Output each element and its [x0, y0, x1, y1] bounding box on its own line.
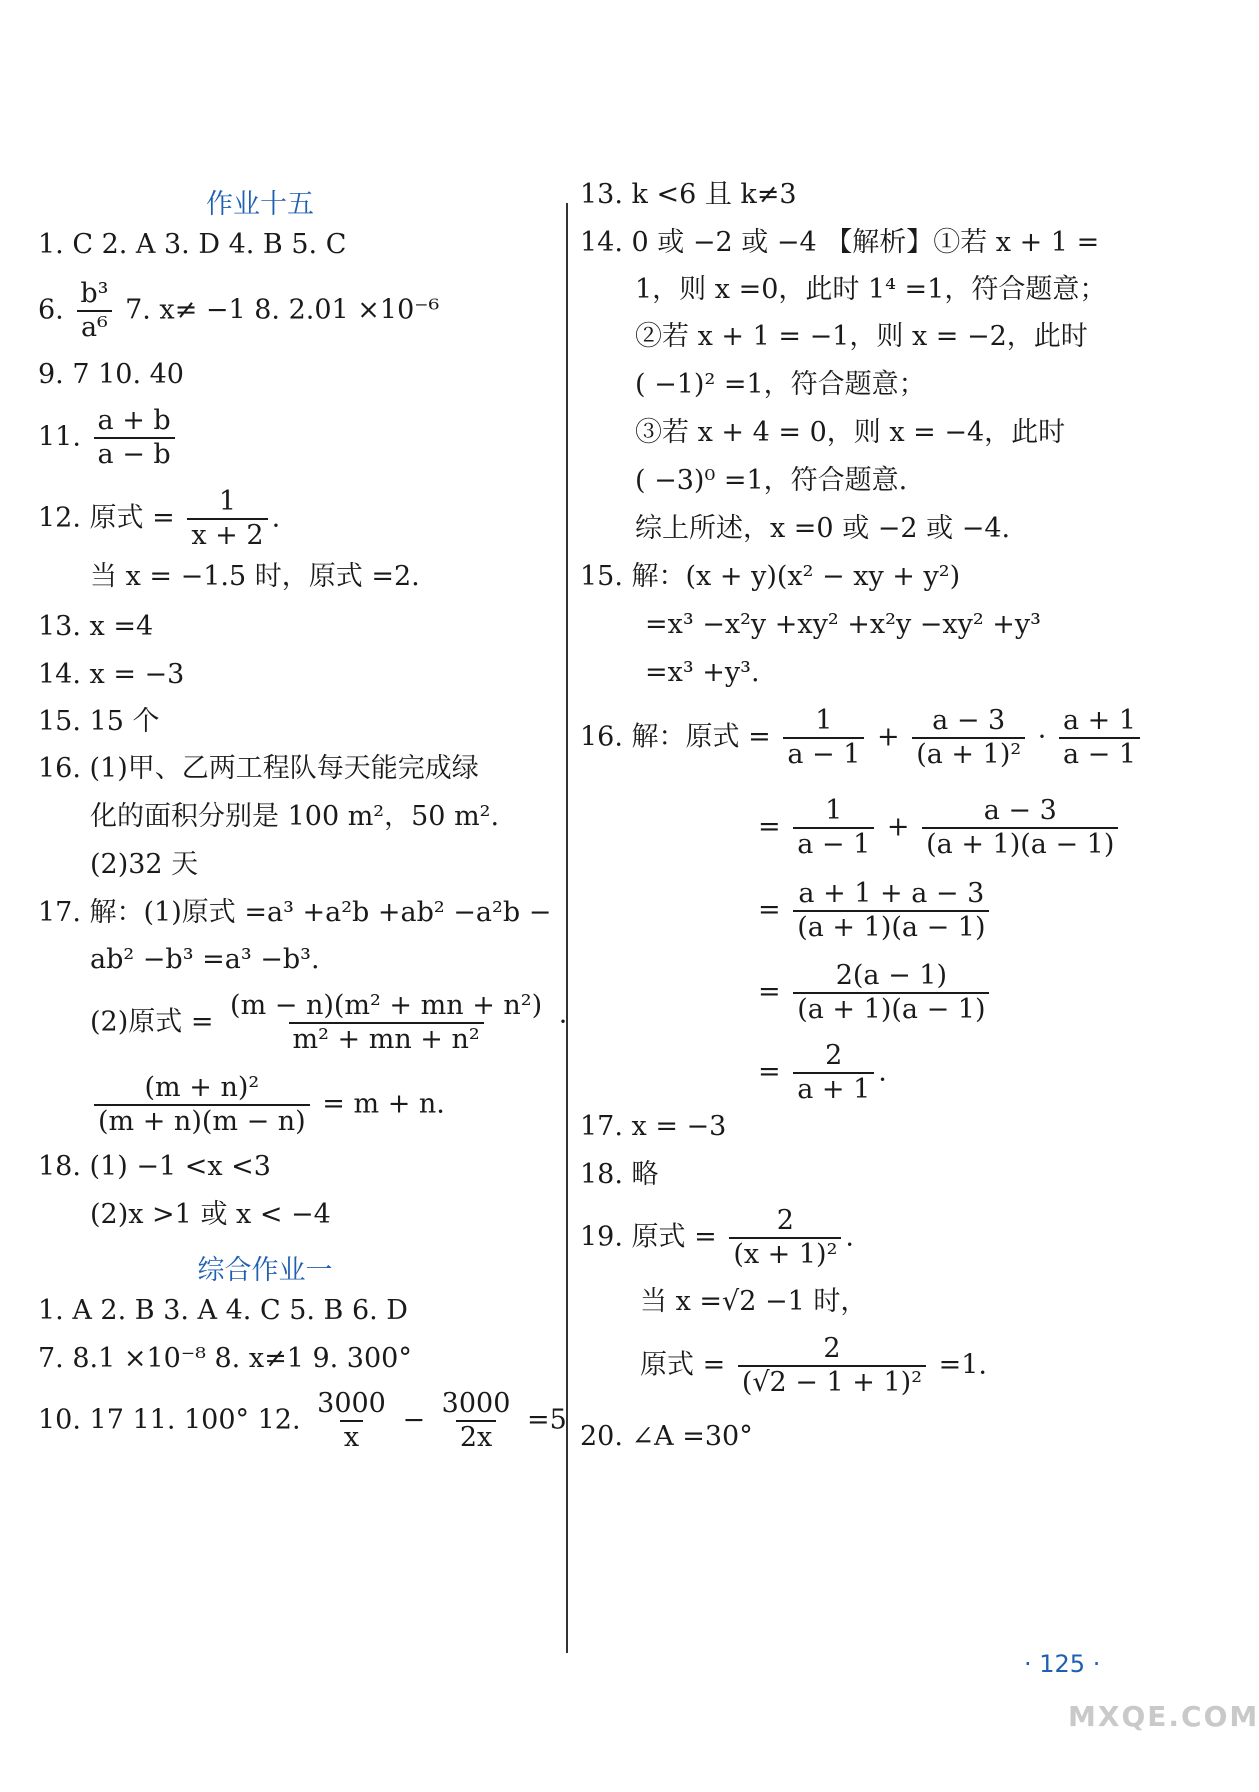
- answer-line: 19. 原式 = $\frac{2}{\text{(x + 1)²}}$ .: [580, 1205, 855, 1270]
- answer-line: 18. 略: [580, 1159, 659, 1190]
- answer-line: 当 x =√2 −1 时，: [640, 1286, 868, 1317]
- answer-line: ( −1)² =1，符合题意；: [635, 369, 926, 400]
- answer-line: 16. (1)甲、乙两工程队每天能完成绿: [38, 753, 479, 784]
- answer-line: (2)x >1 或 x < −4: [90, 1199, 331, 1230]
- answer-line: 14. x = −3: [38, 659, 185, 690]
- answer-line: (2)32 天: [90, 849, 199, 880]
- answer-line: = $\frac{2}{a + 1}$ .: [758, 1040, 887, 1105]
- answer-line: 1. C 2. A 3. D 4. B 5. C: [38, 229, 347, 260]
- answer-line: $\frac{\text{(m + n)²}}{(m + n)(m - n)}$ = m + n.: [90, 1072, 445, 1138]
- answer-line: 15. 解：(x + y)(x² − xy + y²): [580, 561, 961, 592]
- answer-line: 18. (1) −1 <x <3: [38, 1151, 271, 1182]
- fraction: $\frac{a - 3}{\text{(a + 1)²}}$: [912, 705, 1025, 771]
- answer-line: 14. 0 或 −2 或 −4 【解析】①若 x + 1 =: [580, 227, 1100, 258]
- answer-line: 10. 17 11. 100° 12. $\frac{3000}{x}$ − $\frac{3000}{2x}$ =5: [38, 1388, 567, 1453]
- fraction: $\frac{1}{a - 1}$: [783, 705, 864, 771]
- answer-line: 13. x =4: [38, 611, 154, 642]
- fraction: $\frac{2}{\text{(x + 1)²}}$: [729, 1205, 841, 1271]
- fraction: $\frac{\text{(m + n)²}}{(m + n)(m - n)}$: [94, 1072, 310, 1138]
- answer-line: 16. 解：原式 = $\frac{1}{a - 1}$ + $\frac{a - 3}{\text{(a + 1)²}}$ · $\frac{a + 1}{a - 1}$: [580, 705, 1144, 771]
- answer-line: = $\frac{a + 1 + a - 3}{(a + 1)(a - 1)}$: [758, 878, 993, 944]
- answer-line: 13. k <6 且 k≠3: [580, 179, 797, 210]
- answer-line: 17. 解：(1)原式 =a³ +a²b +ab² −a²b −: [38, 897, 552, 928]
- fraction: $\frac{1}{a - 1}$: [793, 795, 874, 861]
- answer-line: =x³ +y³.: [645, 657, 760, 688]
- fraction: $\frac{a + 1 + a - 3}{(a + 1)(a - 1)}$: [793, 878, 989, 944]
- fraction: $\frac{2}{a + 1}$: [793, 1040, 874, 1106]
- answer-line: (2)原式 = $\frac{\text{(m − n)(m² + mn + n²)}}{\text{m² + mn + n²}}$ ·: [90, 990, 568, 1055]
- answer-line: ab² −b³ =a³ −b³.: [90, 944, 320, 975]
- fraction: $\frac{2(a - 1)}{(a + 1)(a - 1)}$: [793, 960, 989, 1026]
- answer-line: ( −3)⁰ =1，符合题意.: [635, 465, 908, 496]
- answer-line: = $\frac{2(a - 1)}{(a + 1)(a - 1)}$: [758, 960, 993, 1026]
- fraction: $\frac{1}{x + 2}$: [187, 486, 267, 552]
- answer-line: ③若 x + 4 = 0，则 x = −4，此时: [635, 417, 1066, 448]
- section-heading: 综合作业一: [197, 1255, 333, 1286]
- fraction: $\frac{\text{b³}}{\text{a⁶}}$: [76, 278, 112, 344]
- answer-line: 1. A 2. B 3. A 4. C 5. B 6. D: [38, 1295, 408, 1326]
- answer-line: 17. x = −3: [580, 1111, 727, 1142]
- fraction: $\frac{a + b}{a - b}$: [94, 405, 175, 471]
- fraction: $\frac{a - 3}{(a + 1)(a - 1)}$: [922, 795, 1118, 861]
- fraction: $\frac{a + 1}{a - 1}$: [1059, 705, 1140, 771]
- answer-line: 12. 原式 = $\frac{1}{x + 2}$ .: [38, 486, 281, 551]
- answer-line: 原式 = $\frac{2}{\text{(√2 − 1 + 1)²}}$ =1.: [640, 1333, 988, 1398]
- answer-line: =x³ −x²y +xy² +x²y −xy² +y³: [645, 609, 1041, 640]
- fraction: $\frac{2}{\text{(√2 − 1 + 1)²}}$: [738, 1333, 926, 1399]
- page-number: · 125 ·: [1024, 1650, 1101, 1678]
- section-heading: 作业十五: [206, 189, 314, 220]
- answer-line: 综上所述，x =0 或 −2 或 −4.: [635, 513, 1011, 544]
- fraction: $\frac{3000}{2x}$: [441, 1388, 511, 1453]
- answer-line: 6. $\frac{\text{b³}}{\text{a⁶}}$ 7. x≠ −1 8. 2.01 ×10⁻⁶: [38, 278, 440, 343]
- answer-line: 20. ∠A =30°: [580, 1421, 753, 1452]
- answer-line: 7. 8.1 ×10⁻⁸ 8. x≠1 9. 300°: [38, 1343, 412, 1374]
- answer-line: 当 x = −1.5 时，原式 =2.: [90, 561, 420, 592]
- answer-line: = $\frac{1}{a - 1}$ + $\frac{a - 3}{(a + 1)(a - 1)}$: [758, 795, 1122, 861]
- fraction: $\frac{\text{(m − n)(m² + mn + n²)}}{\text{m² + mn + n²}}$: [230, 990, 543, 1055]
- watermark: MXQE.COM: [1068, 1700, 1259, 1733]
- fraction: $\frac{3000}{x}$: [317, 1388, 386, 1453]
- answer-line: ②若 x + 1 = −1，则 x = −2，此时: [635, 321, 1088, 352]
- answer-line: 11. $\frac{a + b}{a - b}$: [38, 405, 179, 471]
- answer-line: 1，则 x =0，此时 1⁴ =1，符合题意；: [635, 274, 1107, 305]
- answer-line: 15. 15 个: [38, 706, 160, 737]
- answer-line: 9. 7 10. 40: [38, 359, 184, 390]
- answer-line: 化的面积分别是 100 m²，50 m².: [90, 801, 500, 832]
